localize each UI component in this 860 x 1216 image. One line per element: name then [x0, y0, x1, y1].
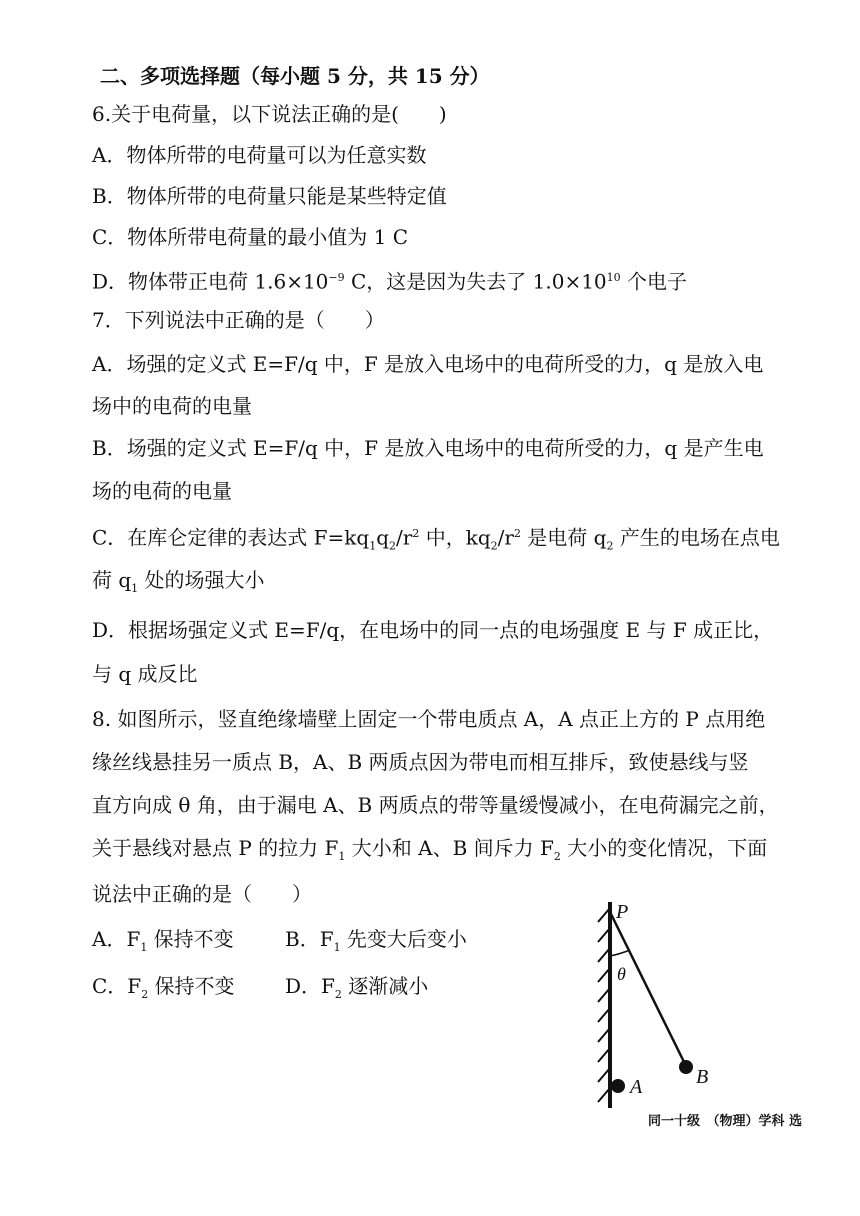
q7-option-a-line2: 场中的电荷的电量 — [92, 394, 252, 418]
q8-option-b: B．$F_1$ 先变大后变小 — [285, 927, 467, 954]
q7-option-b-line1: B．场强的定义式 E=F/q 中，F 是放入电场中的电荷所受的力，q 是产生电 — [92, 436, 764, 460]
label-theta: θ — [617, 964, 626, 984]
q8-stem-line3: 直方向成 θ 角，由于漏电 A、B 两质点的带等量缓慢减小，在电荷漏完之前， — [92, 793, 779, 817]
theta-arc — [610, 950, 630, 956]
label-b: B — [696, 1066, 709, 1088]
label-a: A — [630, 1076, 643, 1098]
q8-stem-line5: 说法中正确的是（ ） — [92, 882, 312, 906]
page-footer: 同一十级 （物理）学科 选 — [648, 1114, 803, 1129]
particle-a — [611, 1079, 625, 1093]
q6-option-d: D．物体带正电荷 $1.6\times 10^{-9}$ C，这是因为失去了 $1.0\times 10^{10}$ 个电子 — [92, 269, 688, 294]
suspension-thread — [610, 912, 686, 1066]
section-heading: 二、多项选择题（每小题 5 分，共 15 分） — [100, 64, 490, 88]
q8-option-a: A．$F_1$ 保持不变 — [92, 927, 234, 954]
label-p: P — [616, 901, 629, 923]
q7-option-d-line1: D．根据场强定义式 E=F/q，在电场中的同一点的电场强度 E 与 F 成正比， — [92, 618, 774, 642]
q6-option-b: B．物体所带的电荷量只能是某些特定值 — [92, 184, 447, 208]
q7-option-a-line1: A．场强的定义式 E=F/q 中，F 是放入电场中的电荷所受的力，q 是放入电 — [92, 352, 764, 376]
q8-stem-line4: 关于悬线对悬点 P 的拉力 $F_1$ 大小和 A、B 间斥力 $F_2$ 大小的变化情况，下面 — [92, 836, 768, 863]
q8-option-c: C．$F_2$ 保持不变 — [92, 974, 235, 1001]
q7-option-b-line2: 场的电荷的电量 — [92, 479, 232, 503]
q8-option-d: D．$F_2$ 逐渐减小 — [285, 974, 429, 1001]
q6-stem: 6.关于电荷量，以下说法正确的是( ) — [92, 102, 447, 126]
q8-stem-line2: 缘丝线悬挂另一质点 B，A、B 两质点因为带电而相互排斥，致使悬线与竖 — [92, 750, 749, 774]
q8-stem-line1: 8. 如图所示，竖直绝缘墙壁上固定一个带电质点 A，A 点正上方的 P 点用绝 — [92, 707, 766, 731]
q6-option-c: C．物体所带电荷量的最小值为 1 C — [92, 225, 409, 249]
q7-option-d-line2: 与 q 成反比 — [92, 662, 198, 686]
q7-option-c-line2: 荷 $q_1$ 处的场强大小 — [92, 568, 265, 595]
q7-stem: 7．下列说法中正确的是（ ） — [92, 308, 385, 332]
particle-b — [679, 1060, 693, 1074]
wall-hatching — [598, 902, 610, 1108]
q6-option-a: A．物体所带的电荷量可以为任意实数 — [92, 143, 427, 167]
pendulum-wall-diagram — [590, 890, 840, 1140]
q7-option-c-line1: C．在库仑定律的表达式 $F=kq_1q_2/r^2$ 中，$kq_2/r^2$ 是电荷 $q_2$ 产生的电场在点电 — [92, 525, 780, 553]
